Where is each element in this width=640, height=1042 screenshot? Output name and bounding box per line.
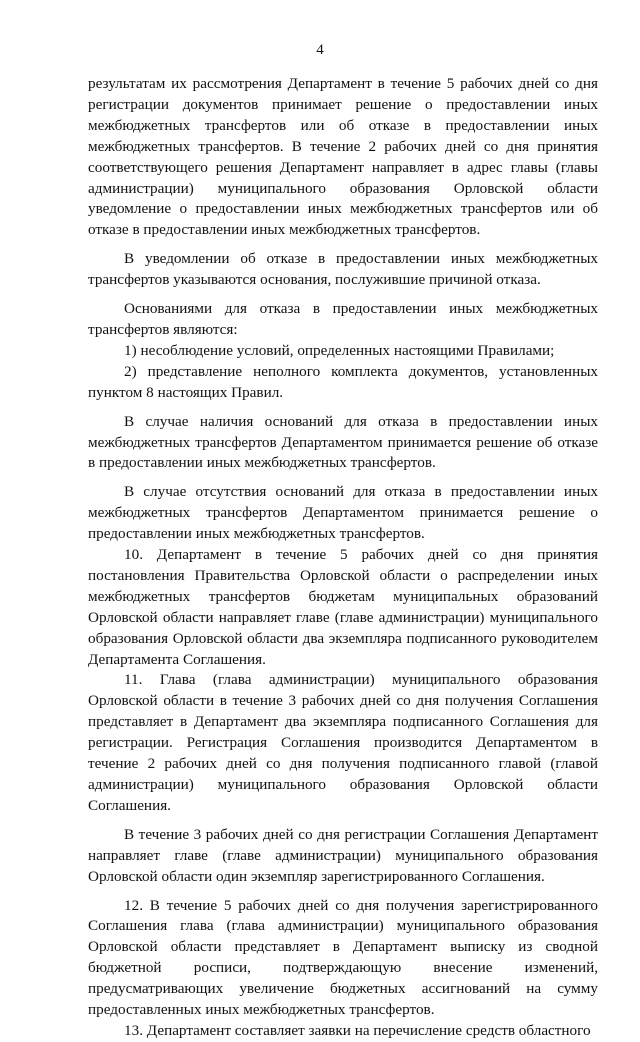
paragraph-approval-decision: В случае отсутствия оснований для отказа в предоставлении иных межбюджетных трансфертов Департаментом принимается решение о предоставлении иных межбюджетных трансфертов. — [88, 483, 598, 543]
page-number: 4 — [316, 42, 324, 58]
section-11: 11. Глава (глава администрации) муниципального образования Орловской области в течение 3 рабочих дней со дня получения Соглашения представляет в Департамент два экземпляра подписанного Соглашения для регистрации. Регистрация Соглашения производится Департаментом в течение 2 рабочих дней со дня получения подписанного главой (главой администрации) муниципального образования Орловской области Соглашения. — [88, 671, 598, 814]
section-13: 13. Департамент составляет заявки на перечисление средств областного — [124, 1021, 591, 1039]
list-item-ground-1: 1) несоблюдение условий, определенных настоящими Правилами; — [124, 341, 555, 359]
paragraph-refusal-decision: В случае наличия оснований для отказа в предоставлении иных межбюджетных трансфертов Департаментом принимается решение об отказе в предоставлении иных межбюджетных трансфертов. — [88, 412, 598, 472]
list-item-ground-2: 2) представление неполного комплекта документов, установленных пунктом 8 настоящих Правил. — [88, 362, 598, 401]
paragraph-continuation: результатам их рассмотрения Департамент в течение 5 рабочих дней со дня регистрации документов принимает решение о предоставлении иных межбюджетных трансфертов или об отказе в предоставлении иных межбюджетных трансфертов. В течение 2 рабочих дней со дня принятия соответствующего решения Департамент направляет в адрес главы (главы администрации) муниципального образования Орловской области уведомление о предоставлении иных межбюджетных трансфертов или об отказе в предоставлении иных межбюджетных трансфертов. — [88, 75, 598, 239]
paragraph-notice-refusal: В уведомлении об отказе в предоставлении иных межбюджетных трансфертов указываются основания, послужившие причиной отказа. — [88, 250, 598, 289]
paragraph-registration: В течение 3 рабочих дней со дня регистрации Соглашения Департамент направляет главе (главе администрации) муниципального образования Орловской области один экземпляр зарегистрированного Соглашения. — [88, 825, 598, 885]
section-10: 10. Департамент в течение 5 рабочих дней со дня принятия постановления Правительства Орловской области о распределении иных межбюджетных трансфертов бюджетам муниципальных образований Орловской области направляет главе (главе администрации) муниципального образования Орловской области два экземпляра подписанного руководителем Департамента Соглашения. — [88, 546, 598, 668]
section-12: 12. В течение 5 рабочих дней со дня получения зарегистрированного Соглашения глава (глава администрации) муниципального образования Орловской области представляет в Департамент выписку из сводной бюджетной росписи, подтверждающую внесение изменений, предусматривающих увеличение бюджетных ассигнований на сумму предоставленных иных межбюджетных трансфертов. — [88, 896, 598, 1019]
paragraph-grounds-intro: Основаниями для отказа в предоставлении иных межбюджетных трансфертов являются: — [88, 300, 598, 338]
